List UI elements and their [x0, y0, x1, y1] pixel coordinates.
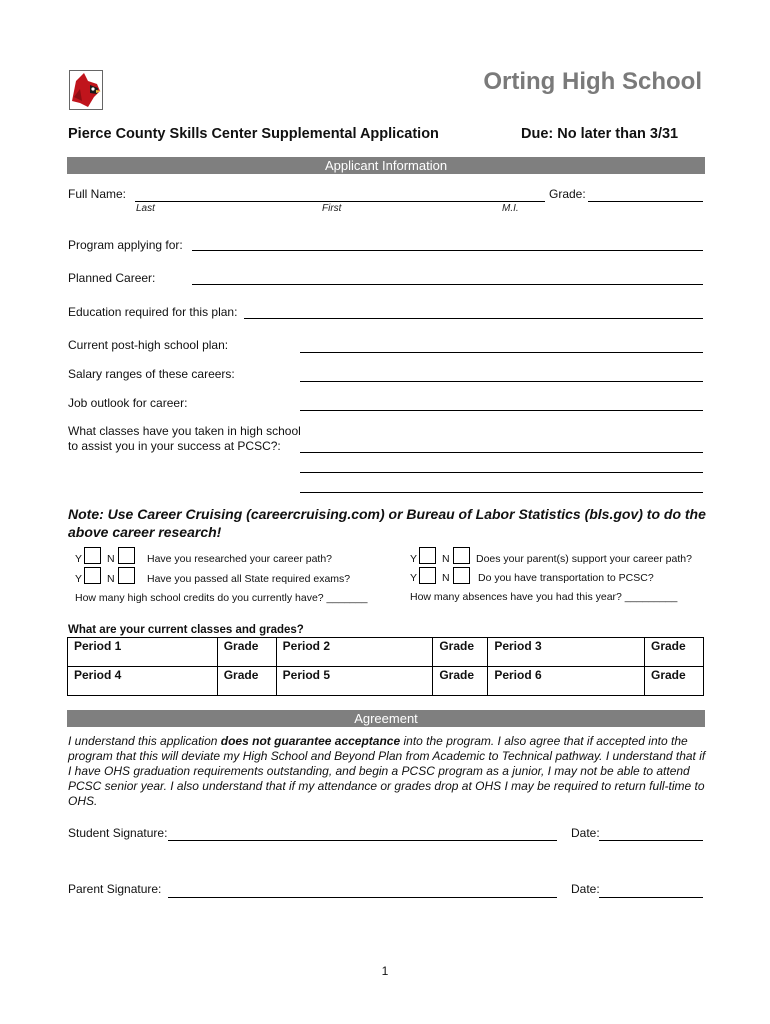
q2-no-checkbox[interactable] — [118, 567, 135, 584]
credits-question: How many high school credits do you currently have? _______ — [75, 592, 368, 604]
career-field[interactable] — [192, 284, 703, 285]
parent-date-field[interactable] — [599, 897, 703, 898]
classes-table — [67, 637, 704, 696]
agreement-header: Agreement — [67, 710, 705, 727]
no-label: N — [442, 572, 450, 584]
first-name-hint: First — [322, 203, 342, 214]
salary-field[interactable] — [300, 381, 703, 382]
q3-text: Does your parent(s) support your career path? — [476, 553, 692, 565]
school-name: Orting High School — [483, 68, 702, 95]
agreement-text-a: I understand this application — [68, 734, 221, 748]
middle-initial-hint: M.I. — [502, 203, 519, 214]
table-row — [68, 667, 704, 696]
due-date: Due: No later than 3/31 — [521, 126, 679, 142]
yes-label: Y — [410, 553, 418, 565]
q4-no-checkbox[interactable] — [453, 567, 470, 584]
applicant-info-header: Applicant Information — [67, 157, 705, 174]
cardinal-icon — [70, 71, 102, 109]
yes-label: Y — [75, 553, 83, 565]
yes-label: Y — [75, 573, 83, 585]
salary-label: Salary ranges of these careers: — [68, 367, 235, 381]
classes-taken-label-1: What classes have you taken in high school — [68, 424, 301, 438]
grade-field[interactable] — [588, 201, 703, 202]
research-note: Note: Use Career Cruising (careercruising.com) or Bureau of Labor Statistics (bls.gov) to do the above career research! — [68, 506, 706, 540]
student-signature-label: Student Signature: — [68, 826, 168, 840]
student-date-label: Date: — [571, 826, 600, 840]
grade-label: Grade: — [549, 187, 586, 201]
full-name-label: Full Name: — [68, 187, 127, 201]
post-hs-plan-label: Current post-high school plan: — [68, 338, 229, 352]
q1-yes-checkbox[interactable] — [84, 547, 101, 564]
form-title: Pierce County Skills Center Supplemental Application — [68, 126, 439, 142]
q3-yes-checkbox[interactable] — [419, 547, 436, 564]
job-outlook-label: Job outlook for career: — [68, 396, 188, 410]
q2-text: Have you passed all State required exams? — [147, 573, 351, 585]
q1-no-checkbox[interactable] — [118, 547, 135, 564]
no-label: N — [107, 553, 115, 565]
period-4-cell[interactable]: Period 4 — [68, 667, 218, 696]
absences-question: How many absences have you had this year? _________ — [410, 591, 678, 603]
parent-date-label: Date: — [571, 882, 600, 896]
period-2-cell[interactable]: Period 2 — [276, 638, 433, 667]
no-label: N — [442, 553, 450, 565]
grade-2-cell[interactable]: Grade — [433, 638, 488, 667]
student-date-field[interactable] — [599, 840, 703, 841]
parent-signature-label: Parent Signature: — [68, 882, 162, 896]
grade-1-cell[interactable]: Grade — [217, 638, 276, 667]
post-hs-plan-field[interactable] — [300, 352, 703, 353]
page-number: 1 — [381, 964, 389, 978]
yes-label: Y — [410, 572, 418, 584]
program-label: Program applying for: — [68, 238, 183, 252]
student-signature-field[interactable] — [168, 840, 557, 841]
q2-yes-checkbox[interactable] — [84, 567, 101, 584]
period-1-cell[interactable]: Period 1 — [68, 638, 218, 667]
classes-taken-field-1[interactable] — [300, 452, 703, 453]
agreement-text-b: into the program. I also agree that if accepted into the program that this will deviate my High School and Beyond Plan from Academic to Technical pathway. I understand that if I have OHS graduation requirements outstanding, and begin a PCSC program as a junior, I may not be able to attend PCSC senior year. I also understand that if my attendance or grades drop at OHS I may be required to return full-time to OHS. — [68, 734, 706, 808]
table-row — [68, 638, 704, 667]
job-outlook-field[interactable] — [300, 410, 703, 411]
parent-signature-field[interactable] — [168, 897, 557, 898]
period-3-cell[interactable]: Period 3 — [488, 638, 645, 667]
classes-taken-field-2[interactable] — [300, 472, 703, 473]
no-label: N — [107, 573, 115, 585]
q4-yes-checkbox[interactable] — [419, 567, 436, 584]
agreement-text — [68, 734, 708, 809]
period-5-cell[interactable]: Period 5 — [276, 667, 433, 696]
classes-taken-label-2: to assist you in your success at PCSC?: — [68, 439, 281, 453]
classes-table-title: What are your current classes and grades? — [68, 624, 304, 636]
grade-6-cell[interactable]: Grade — [645, 667, 704, 696]
program-field[interactable] — [192, 250, 703, 251]
q1-text: Have you researched your career path? — [147, 553, 333, 565]
full-name-field[interactable] — [135, 201, 545, 202]
education-label: Education required for this plan: — [68, 305, 238, 319]
last-name-hint: Last — [136, 203, 155, 214]
classes-taken-field-3[interactable] — [300, 492, 703, 493]
period-6-cell[interactable]: Period 6 — [488, 667, 645, 696]
q3-no-checkbox[interactable] — [453, 547, 470, 564]
agreement-text-bold: does not guarantee acceptance — [220, 734, 401, 748]
grade-5-cell[interactable]: Grade — [433, 667, 488, 696]
career-label: Planned Career: — [68, 271, 156, 285]
education-field[interactable] — [244, 318, 703, 319]
cardinal-logo — [69, 70, 103, 110]
grade-4-cell[interactable]: Grade — [217, 667, 276, 696]
grade-3-cell[interactable]: Grade — [645, 638, 704, 667]
q4-text: Do you have transportation to PCSC? — [478, 572, 654, 584]
